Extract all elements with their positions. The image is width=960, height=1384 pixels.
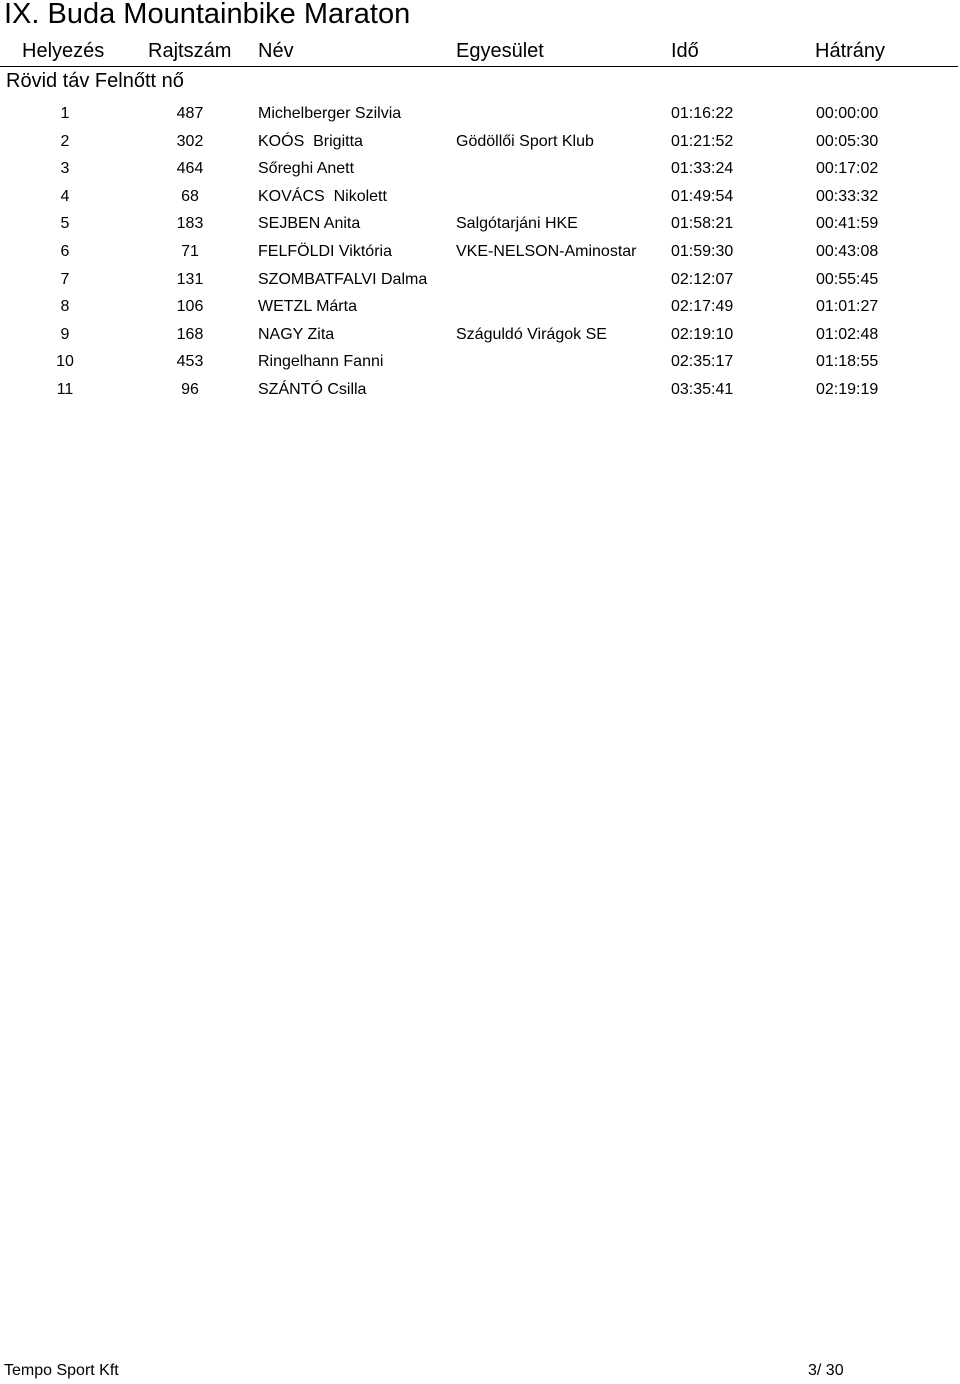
table-row (0, 128, 960, 156)
cell-time: 02:19:10 (671, 325, 734, 343)
table-row (0, 183, 960, 211)
cell-gap: 00:33:32 (816, 187, 879, 205)
cell-bib: 168 (176, 325, 204, 343)
column-header-time: Idő (671, 40, 699, 62)
table-row (0, 321, 960, 349)
category-heading: Rövid táv Felnőtt nő (6, 70, 184, 92)
table-row (0, 376, 960, 404)
cell-gap: 01:01:27 (816, 298, 879, 316)
cell-bib: 68 (181, 187, 199, 205)
cell-gap: 00:41:59 (816, 215, 879, 233)
cell-name: NAGY Zita (258, 325, 335, 343)
cell-club: Gödöllői Sport Klub (456, 132, 594, 150)
cell-name: SZOMBATFALVI Dalma (258, 270, 428, 288)
cell-time: 01:49:54 (671, 187, 734, 205)
cell-position: 2 (60, 132, 70, 150)
cell-name: Ringelhann Fanni (258, 353, 384, 371)
cell-name: SEJBEN Anita (258, 215, 361, 233)
cell-name: KOÓS Brigitta (258, 132, 363, 150)
cell-name: Sőreghi Anett (258, 160, 355, 178)
table-row (0, 155, 960, 183)
table-row (0, 348, 960, 376)
cell-name: Michelberger Szilvia (258, 105, 402, 122)
cell-position: 3 (60, 160, 70, 178)
cell-name: SZÁNTÓ Csilla (258, 380, 367, 398)
cell-bib: 453 (176, 353, 204, 371)
cell-name: FELFÖLDI Viktória (258, 242, 392, 260)
results-table (0, 100, 960, 404)
cell-gap: 00:43:08 (816, 242, 879, 260)
cell-bib: 131 (176, 270, 204, 288)
table-row (0, 210, 960, 238)
cell-gap: 00:00:00 (816, 105, 879, 122)
cell-time: 01:58:21 (671, 215, 734, 233)
cell-time: 01:21:52 (671, 132, 734, 150)
cell-time: 01:59:30 (671, 242, 734, 260)
cell-position: 10 (56, 353, 74, 371)
cell-bib: 487 (176, 105, 204, 122)
table-row (0, 238, 960, 266)
column-header-position: Helyezés (22, 40, 105, 62)
cell-time: 03:35:41 (671, 380, 734, 398)
cell-position: 11 (56, 380, 74, 398)
cell-club: Száguldó Virágok SE (456, 325, 607, 343)
cell-gap: 00:55:45 (816, 270, 879, 288)
cell-time: 01:33:24 (671, 160, 734, 178)
cell-time: 01:16:22 (671, 105, 734, 122)
cell-bib: 183 (176, 215, 204, 233)
table-row (0, 293, 960, 321)
cell-position: 4 (60, 187, 70, 205)
column-header-club: Egyesület (456, 40, 544, 62)
cell-gap: 01:18:55 (816, 353, 879, 371)
cell-gap: 02:19:19 (816, 380, 879, 398)
column-header-gap: Hátrány (815, 40, 886, 62)
cell-position: 7 (60, 270, 70, 288)
cell-bib: 96 (181, 380, 199, 398)
cell-position: 6 (60, 242, 70, 260)
cell-gap: 00:05:30 (816, 132, 879, 150)
cell-gap: 00:17:02 (816, 160, 879, 178)
cell-position: 1 (60, 105, 70, 122)
cell-time: 02:17:49 (671, 298, 734, 316)
cell-position: 5 (60, 215, 70, 233)
cell-time: 02:35:17 (671, 353, 734, 371)
table-row (0, 100, 960, 128)
cell-bib: 302 (176, 132, 204, 150)
footer-page-number: 3/ 30 (808, 1362, 844, 1379)
cell-name: KOVÁCS Nikolett (258, 187, 387, 205)
cell-position: 8 (60, 298, 70, 316)
cell-bib: 71 (181, 242, 199, 260)
table-row (0, 266, 960, 294)
cell-bib: 464 (176, 160, 204, 178)
footer-company: Tempo Sport Kft (4, 1362, 119, 1379)
table-header (0, 38, 958, 67)
cell-gap: 01:02:48 (816, 325, 879, 343)
cell-position: 9 (60, 325, 70, 343)
cell-club: VKE-NELSON-Aminostar (456, 242, 637, 260)
cell-time: 02:12:07 (671, 270, 734, 288)
column-header-bib: Rajtszám (148, 40, 232, 62)
page-title: IX. Buda Mountainbike Maraton (4, 0, 411, 30)
cell-club: Salgótarjáni HKE (456, 215, 578, 233)
cell-name: WETZL Márta (258, 298, 357, 316)
column-header-name: Név (258, 40, 294, 62)
cell-bib: 106 (176, 298, 204, 316)
